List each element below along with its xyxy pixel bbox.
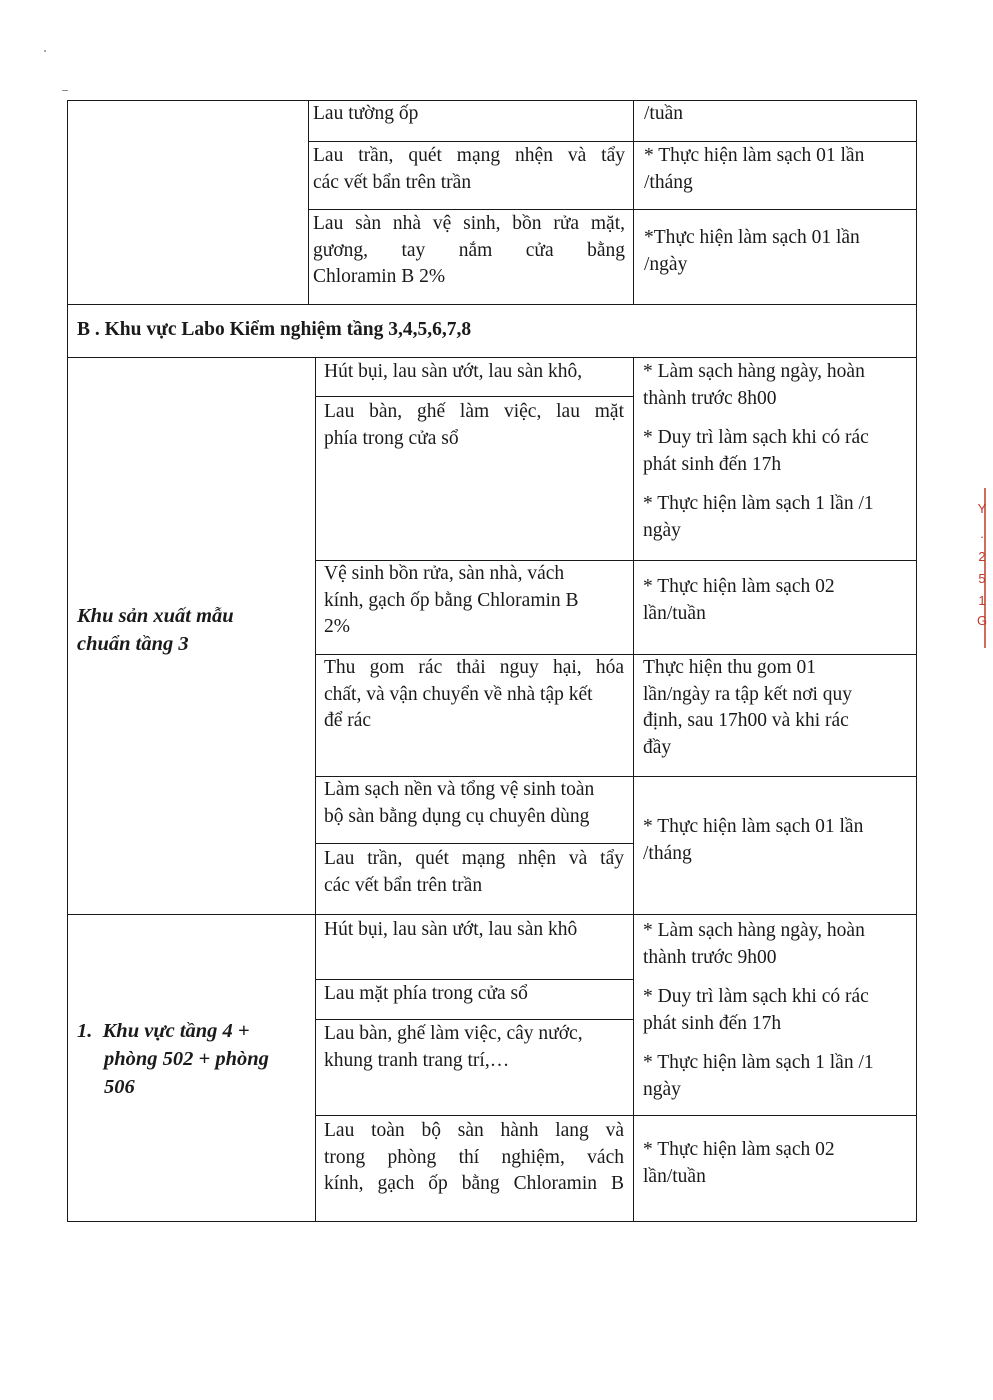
task-line: các vết bẩn trên trần [313, 171, 472, 193]
task-cell [324, 399, 624, 452]
frequency-line: * Thực hiện làm sạch 01 lần [643, 816, 864, 837]
frequency-line: Thực hiện thu gom 01 [643, 657, 817, 678]
area-name-line [77, 1017, 307, 1045]
col-sep-2 [633, 357, 634, 1221]
task-cell [324, 561, 624, 641]
frequency-cell [643, 655, 908, 761]
frequency-line: * Thực hiện làm sạch 02 [643, 1139, 835, 1160]
stamp-fragment: G [976, 613, 988, 628]
task-line: Lau toàn bộ sàn hành lang và [324, 1120, 624, 1141]
task-text: Hút bụi, lau sàn ướt, lau sàn khô, [324, 361, 583, 382]
task-line: trong phòng thí nghiệm, vách [324, 1146, 624, 1168]
task-cell [313, 143, 625, 196]
task-line: khung tranh trang trí,… [324, 1049, 510, 1071]
col-sep-2-top [633, 100, 634, 304]
area-name-line: phòng 502 + phòng [104, 1048, 269, 1070]
frequency-line: thành trước 9h00 [643, 946, 777, 968]
frequency-line: lần/tuần [643, 1165, 706, 1187]
area-name-text: Khu vực tầng 4 + [102, 1020, 250, 1042]
task-line: Vệ sinh bồn rửa, sàn nhà, vách [324, 563, 565, 584]
task-cell [324, 981, 624, 1008]
task-line: bộ sàn bằng dụng cụ chuyên dùng [324, 805, 590, 827]
row-line [315, 1115, 917, 1116]
task-line: Lau trần, quét mạng nhện và tẩy [313, 145, 625, 166]
frequency-line: *Thực hiện làm sạch 01 lần [644, 227, 860, 248]
frequency-cell [644, 143, 906, 196]
list-number: 1. [77, 1020, 93, 1042]
stamp-fragment: · [979, 529, 985, 544]
task-line: Lau bàn, ghế làm việc, cây nước, [324, 1023, 583, 1044]
col-sep-1 [315, 357, 316, 1221]
frequency-line: /tháng [643, 842, 692, 864]
area-name-floor4 [77, 1017, 307, 1101]
col-sep-1-top [308, 100, 309, 304]
table-border-left [67, 100, 68, 1221]
row-line [315, 396, 634, 397]
frequency-line: ngày [643, 1078, 681, 1100]
frequency-line: định, sau 17h00 và khi rác [643, 710, 849, 731]
task-line: Chloramin B 2% [313, 266, 446, 287]
row-line [67, 304, 917, 305]
frequency-cell [644, 101, 906, 128]
task-line: chất, và vận chuyển về nhà tập kết [324, 683, 593, 705]
frequency-line: lần/tuần [643, 602, 706, 624]
frequency-text: /tuần [644, 103, 683, 124]
area-name-line: chuẩn tầng 3 [77, 633, 189, 655]
frequency-line: * Làm sạch hàng ngày, hoàn [643, 920, 865, 941]
frequency-cell [644, 225, 906, 278]
frequency-line: phát sinh đến 17h [643, 453, 782, 475]
task-cell [324, 1118, 624, 1198]
task-line: phía trong cửa sổ [324, 427, 459, 449]
table-border-right [916, 100, 917, 1221]
frequency-paragraph [643, 984, 908, 1037]
task-line: gương, tay nắm cửa bằng [313, 239, 625, 261]
stamp-fragment: Y [977, 501, 987, 516]
frequency-line: * Thực hiện làm sạch 1 lần /1 [643, 493, 874, 514]
scan-speck [44, 50, 46, 52]
frequency-paragraph [643, 1050, 908, 1103]
task-cell [324, 846, 624, 899]
task-text: Lau mặt phía trong cửa sổ [324, 983, 528, 1004]
stamp-fragment: 2 [978, 549, 986, 564]
frequency-line: * Thực hiện làm sạch 01 lần [644, 145, 865, 166]
task-line: Lau bàn, ghế làm việc, lau mặt [324, 401, 624, 422]
frequency-line: * Thực hiện làm sạch 1 lần /1 [643, 1052, 874, 1073]
task-line: Lau trần, quét mạng nhện và tẩy [324, 848, 624, 869]
frequency-line: ngày [643, 519, 681, 541]
frequency-line: * Làm sạch hàng ngày, hoàn [643, 361, 865, 382]
area-name-line: Khu sản xuất mẫu [77, 605, 234, 627]
frequency-line: đầy [643, 736, 672, 758]
frequency-cell [643, 814, 908, 867]
frequency-cell [643, 1137, 908, 1190]
task-line: Làm sạch nền và tổng vệ sinh toàn [324, 779, 595, 800]
frequency-cell [643, 918, 908, 1103]
frequency-line: lần/ngày ra tập kết nơi quy [643, 683, 853, 705]
frequency-paragraph [643, 491, 908, 544]
row-line [315, 843, 634, 844]
frequency-line: * Duy trì làm sạch khi có rác [643, 986, 869, 1007]
task-line: để rác [324, 710, 372, 731]
row-line [67, 914, 917, 915]
task-line: các vết bẩn trên trần [324, 874, 483, 896]
task-cell [313, 101, 625, 128]
frequency-paragraph [643, 425, 908, 478]
stamp-fragment: 5 [978, 571, 986, 586]
scan-speck [62, 90, 68, 91]
section-b-heading: B . Khu vực Labo Kiểm nghiệm tầng 3,4,5,6,7,8 [77, 319, 472, 340]
frequency-line: thành trước 8h00 [643, 387, 777, 409]
task-line: Lau sàn nhà vệ sinh, bồn rửa mặt, [313, 213, 625, 234]
frequency-paragraph [643, 918, 908, 971]
stamp-fragment: 1 [978, 593, 986, 608]
task-cell [324, 777, 624, 830]
task-text: Lau tường ốp [313, 103, 419, 124]
frequency-line: * Thực hiện làm sạch 02 [643, 576, 835, 597]
task-cell [324, 359, 624, 386]
table-border-bottom [67, 1221, 917, 1222]
task-line: 2% [324, 616, 350, 637]
frequency-line: phát sinh đến 17h [643, 1012, 782, 1034]
task-line: kính, gạch ốp bằng Chloramin B [324, 1173, 624, 1194]
area-name-floor3 [77, 602, 307, 658]
frequency-line: * Duy trì làm sạch khi có rác [643, 427, 869, 448]
task-line: kính, gạch ốp bằng Chloramin B [324, 589, 579, 611]
frequency-cell [643, 359, 908, 544]
task-cell [324, 1021, 624, 1074]
task-cell [324, 917, 624, 944]
task-text: Hút bụi, lau sàn ướt, lau sàn khô [324, 919, 578, 940]
frequency-paragraph [643, 359, 908, 412]
frequency-cell [643, 574, 908, 627]
task-line: Thu gom rác thải nguy hại, hóa [324, 657, 624, 678]
task-cell [313, 211, 625, 291]
frequency-line: /tháng [644, 171, 693, 193]
area-name-line: 506 [104, 1076, 135, 1098]
task-cell [324, 655, 624, 735]
frequency-line: /ngày [644, 253, 688, 275]
